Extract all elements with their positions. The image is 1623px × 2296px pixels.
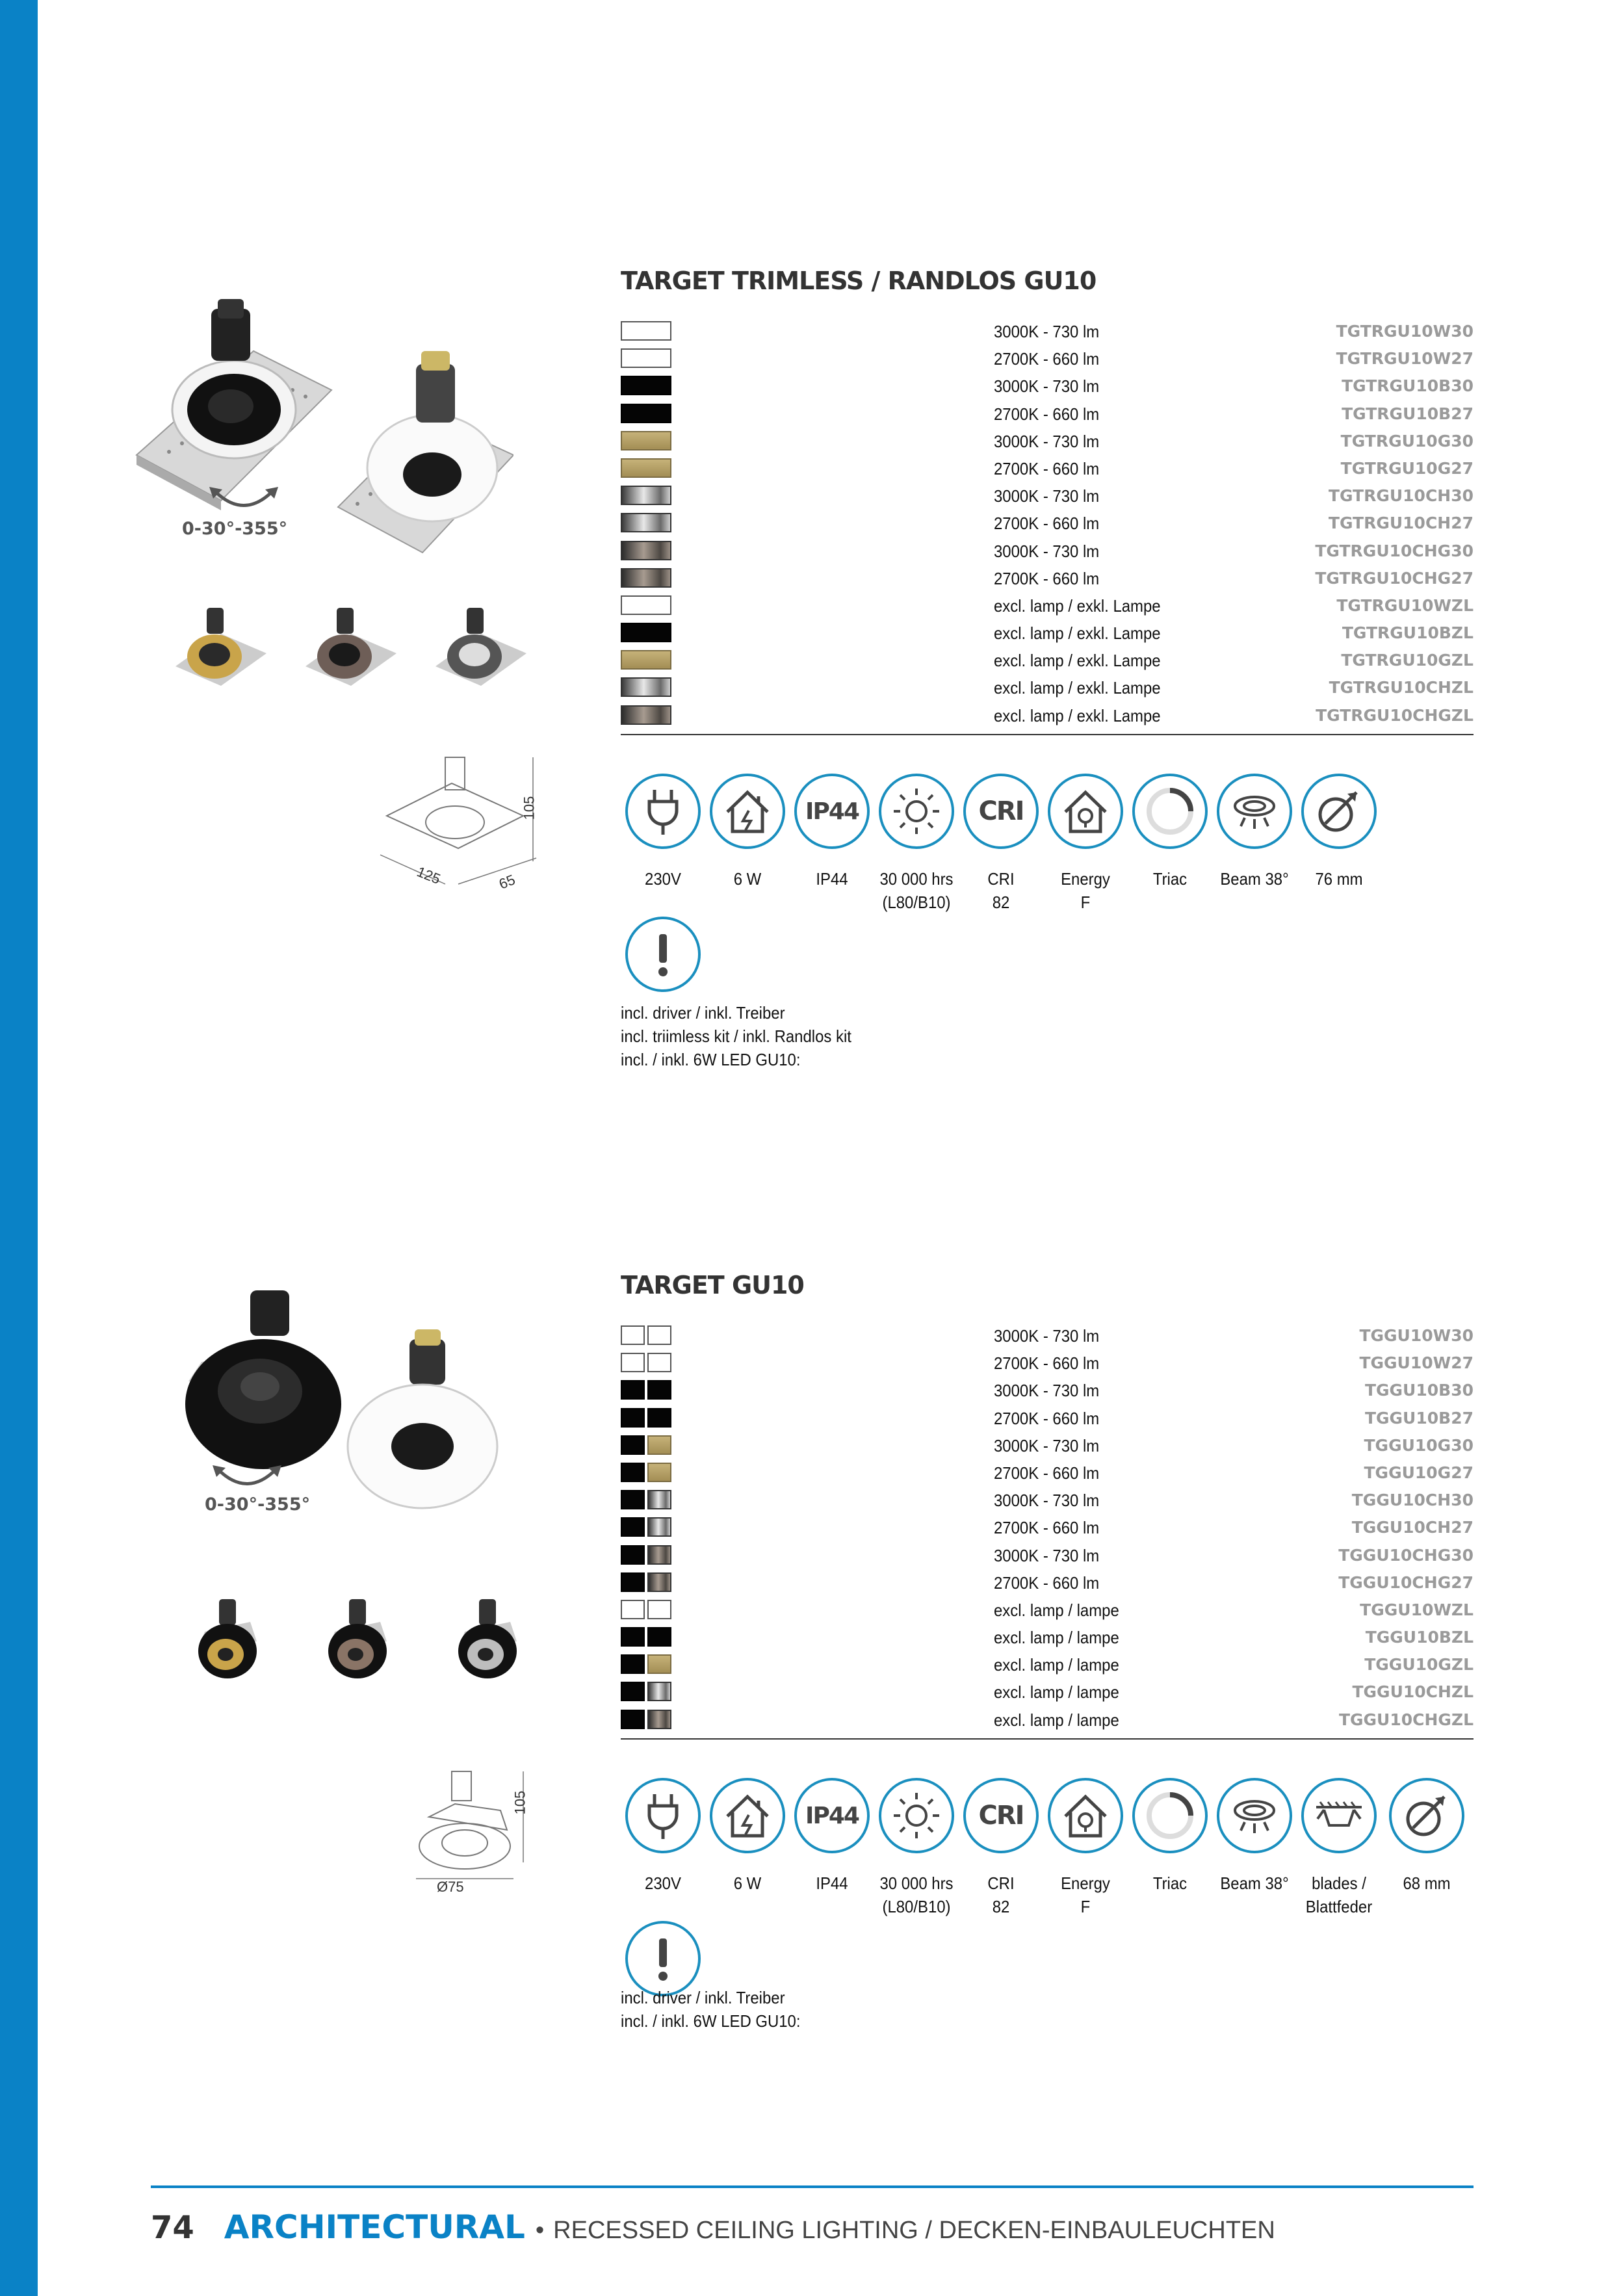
product-title: TARGET TRIMLESS / RANDLOS GU10 — [621, 267, 1097, 295]
variant-code: TGTRGU10B30 — [1342, 376, 1474, 396]
finish-swatch — [621, 1682, 671, 1701]
finish-swatch-w — [647, 1600, 671, 1619]
page-number: 74 — [151, 2210, 194, 2246]
variant-row — [621, 592, 1474, 619]
finish-swatch — [621, 595, 671, 615]
finish-swatch — [621, 1654, 671, 1674]
finish-swatch-w — [621, 348, 671, 368]
spec-dimming-label: Triac — [1152, 1873, 1188, 1893]
variant-description: 3000K - 730 lm — [994, 1326, 1100, 1346]
finish-swatch-w — [621, 321, 671, 341]
variant-row — [621, 1569, 1474, 1596]
finish-swatch-b — [621, 1572, 645, 1592]
spec-mounting-sub: Blattfeder — [1305, 1897, 1373, 1916]
beam-angle-icon — [1217, 774, 1292, 849]
variant-code: TGTRGU10G30 — [1340, 431, 1474, 450]
finish-swatch — [621, 1325, 671, 1345]
variant-row — [621, 1322, 1474, 1349]
variant-row — [621, 1623, 1474, 1650]
finish-swatch-w — [647, 1353, 671, 1372]
finish-swatch-b — [621, 623, 671, 642]
variant-code: TGGU10B30 — [1364, 1381, 1474, 1400]
side-accent-bar — [0, 0, 38, 2296]
dimension-height: 105 — [512, 1790, 528, 1815]
variant-description: 3000K - 730 lm — [994, 322, 1100, 341]
spec-cutout-label: 76 mm — [1315, 869, 1363, 889]
variant-row — [621, 1513, 1474, 1541]
finish-swatch-ch — [647, 1517, 671, 1537]
spec-dimming — [1128, 774, 1212, 891]
product-title: TARGET GU10 — [621, 1271, 804, 1299]
variant-description: excl. lamp / exkl. Lampe — [994, 705, 1161, 725]
variant-code: TGGU10GZL — [1364, 1655, 1474, 1675]
finish-swatch-chg — [647, 1545, 671, 1565]
finish-swatch-w — [621, 1325, 645, 1345]
finish-swatch-b — [621, 376, 671, 395]
finish-swatch-g — [647, 1463, 671, 1482]
finish-swatch — [621, 677, 671, 697]
cri-icon: CRI — [963, 774, 1039, 849]
variant-code: TGTRGU10GZL — [1341, 651, 1474, 670]
variant-code: TGTRGU10G27 — [1340, 458, 1474, 478]
finish-swatch-b — [647, 1380, 671, 1400]
finish-swatch-chg — [621, 541, 671, 560]
spec-power-label: 6 W — [733, 1873, 762, 1893]
finish-swatch-b — [621, 1682, 645, 1701]
finish-swatch — [621, 376, 671, 395]
variant-code: TGGU10G30 — [1364, 1435, 1474, 1455]
product-finish-thumbnails — [169, 595, 533, 692]
finish-swatch — [621, 705, 671, 725]
finish-swatch — [621, 458, 671, 478]
spec-cri-value: 82 — [992, 1897, 1010, 1916]
finish-swatch-ch — [621, 677, 671, 697]
spec-beam — [1212, 774, 1297, 891]
spec-cutout — [1384, 1778, 1469, 1895]
finish-swatch — [621, 1380, 671, 1400]
spec-energy-value: F — [1080, 893, 1091, 912]
exclamation-icon — [625, 1921, 701, 1996]
variant-row — [621, 1486, 1474, 1513]
rotation-label: 0-30°-355° — [182, 519, 288, 539]
spec-lifetime-label: 30 000 hrs — [879, 869, 954, 889]
variant-row — [621, 1431, 1474, 1459]
finish-swatch-b — [647, 1408, 671, 1428]
energy-house-icon — [1048, 774, 1123, 849]
finish-swatch — [621, 1600, 671, 1619]
spec-lifetime — [874, 774, 959, 914]
variant-description: 3000K - 730 lm — [994, 1381, 1100, 1401]
finish-swatch — [621, 348, 671, 368]
rotation-arrow-icon — [208, 484, 279, 523]
variant-row — [621, 1650, 1474, 1678]
footer-category: ARCHITECTURAL — [224, 2208, 525, 2246]
finish-swatch — [621, 513, 671, 532]
variant-row — [621, 1459, 1474, 1486]
finish-swatch — [621, 404, 671, 423]
ip-rating-icon: IP44 — [794, 1778, 870, 1853]
spec-voltage-label: 230V — [645, 1873, 681, 1893]
spec-voltage — [621, 774, 705, 891]
finish-swatch-b — [621, 1627, 645, 1647]
spec-power — [705, 774, 790, 891]
variant-code: TGGU10BZL — [1365, 1628, 1474, 1647]
dimmer-icon — [1132, 774, 1208, 849]
finish-swatch — [621, 1517, 671, 1537]
variant-description: excl. lamp / lampe — [994, 1710, 1119, 1730]
variant-code: TGTRGU10W27 — [1336, 349, 1474, 369]
footer-bullet: • — [535, 2217, 545, 2244]
house-power-icon — [710, 1778, 785, 1853]
finish-swatch — [621, 1463, 671, 1482]
variant-row — [621, 482, 1474, 509]
finish-swatch — [621, 568, 671, 588]
variant-code: TGTRGU10BZL — [1342, 623, 1474, 643]
variant-code: TGTRGU10CHG27 — [1315, 568, 1474, 588]
variant-description: 3000K - 730 lm — [994, 541, 1100, 561]
variant-row — [621, 1376, 1474, 1403]
spec-ip-label: IP44 — [816, 869, 848, 889]
variant-description: excl. lamp / lampe — [994, 1682, 1119, 1702]
spec-power-label: 6 W — [733, 869, 762, 889]
dimension-drawing — [374, 751, 556, 900]
sun-lifetime-icon — [879, 1778, 954, 1853]
product-notes — [621, 1986, 816, 2033]
cri-icon: CRI — [963, 1778, 1039, 1853]
spec-energy — [1043, 1778, 1128, 1918]
finish-swatch-g — [621, 431, 671, 450]
finish-swatch — [621, 623, 671, 642]
finish-swatch-ch — [621, 486, 671, 505]
spec-cri-label: CRI — [987, 1873, 1015, 1893]
house-power-icon — [710, 774, 785, 849]
variant-code: TGTRGU10CH30 — [1328, 486, 1474, 506]
spec-voltage-label: 230V — [645, 869, 681, 889]
variant-description: 2700K - 660 lm — [994, 568, 1100, 588]
variant-description: excl. lamp / lampe — [994, 1655, 1119, 1675]
variant-table — [621, 1322, 1474, 1733]
finish-swatch-chg — [621, 705, 671, 725]
variant-code: TGGU10B27 — [1364, 1408, 1474, 1428]
finish-swatch — [621, 650, 671, 670]
spec-cri — [959, 774, 1043, 914]
variant-description: 2700K - 660 lm — [994, 1408, 1100, 1428]
variant-description: 3000K - 730 lm — [994, 431, 1100, 451]
spec-cri — [959, 1778, 1043, 1918]
table-divider — [621, 1738, 1474, 1740]
variant-row — [621, 400, 1474, 427]
finish-swatch-b — [621, 1435, 645, 1455]
variant-row — [621, 1706, 1474, 1733]
finish-swatch — [621, 431, 671, 450]
variant-code: TGGU10WZL — [1360, 1600, 1474, 1619]
variant-row — [621, 427, 1474, 454]
note-line: incl. triimless kit / inkl. Randlos kit — [621, 1026, 851, 1046]
spec-cutout-label: 68 mm — [1403, 1873, 1451, 1893]
variant-code: TGTRGU10CHG30 — [1315, 541, 1474, 560]
spec-power — [705, 1778, 790, 1895]
variant-description: 2700K - 660 lm — [994, 1463, 1100, 1483]
spec-dimming-label: Triac — [1152, 869, 1188, 889]
variant-description: 3000K - 730 lm — [994, 486, 1100, 506]
spec-beam — [1212, 1778, 1297, 1895]
finish-swatch-b — [621, 1490, 645, 1509]
spec-cri-value: 82 — [992, 893, 1010, 912]
variant-row — [621, 1596, 1474, 1623]
variant-description: excl. lamp / exkl. Lampe — [994, 595, 1161, 616]
finish-swatch — [621, 541, 671, 560]
finish-swatch-w — [621, 1353, 645, 1372]
variant-description: 2700K - 660 lm — [994, 349, 1100, 369]
finish-swatch — [621, 1435, 671, 1455]
dimension-length: 125 — [414, 863, 443, 888]
finish-swatch — [621, 486, 671, 505]
variant-description: excl. lamp / exkl. Lampe — [994, 651, 1161, 671]
finish-swatch-g — [647, 1654, 671, 1674]
spec-voltage — [621, 1778, 705, 1895]
finish-swatch — [621, 1545, 671, 1565]
note-line: incl. driver / inkl. Treiber — [621, 1003, 785, 1023]
variant-row — [621, 1404, 1474, 1431]
variant-code: TGGU10CH30 — [1351, 1491, 1474, 1510]
finish-swatch-g — [621, 650, 671, 670]
variant-code: TGGU10CHZL — [1352, 1682, 1474, 1702]
variant-description: 2700K - 660 lm — [994, 514, 1100, 534]
spec-energy-label: Energy — [1061, 1873, 1110, 1893]
finish-swatch-b — [621, 404, 671, 423]
variant-code: TGGU10CHGZL — [1338, 1710, 1474, 1729]
finish-swatch-b — [621, 1545, 645, 1565]
table-divider — [621, 734, 1474, 735]
note-warning — [621, 917, 705, 992]
note-line: incl. / inkl. 6W LED GU10: — [621, 2011, 801, 2031]
spec-mounting — [1297, 1778, 1381, 1918]
finish-swatch-b — [621, 1408, 645, 1428]
finish-swatch — [621, 1710, 671, 1729]
variant-description: excl. lamp / lampe — [994, 1600, 1119, 1620]
dimension-drawing — [403, 1765, 533, 1895]
variant-code: TGGU10CH27 — [1351, 1518, 1474, 1537]
finish-swatch-g — [621, 458, 671, 478]
finish-swatch — [621, 321, 671, 341]
variant-code: TGTRGU10CHZL — [1329, 678, 1474, 698]
finish-swatch-b — [647, 1627, 671, 1647]
variant-row — [621, 1349, 1474, 1376]
dimension-height: 105 — [521, 796, 538, 820]
variant-code: TGGU10CHG27 — [1338, 1572, 1474, 1592]
variant-table — [621, 317, 1474, 729]
finish-swatch-ch — [647, 1490, 671, 1509]
variant-code: TGGU10G27 — [1364, 1463, 1474, 1482]
finish-swatch-b — [621, 1463, 645, 1482]
variant-row — [621, 564, 1474, 592]
variant-code: TGTRGU10B27 — [1342, 404, 1474, 423]
finish-swatch — [621, 1408, 671, 1428]
variant-row — [621, 372, 1474, 399]
finish-swatch-b — [621, 1654, 645, 1674]
variant-row — [621, 537, 1474, 564]
variant-row — [621, 619, 1474, 646]
rotation-label: 0-30°-355° — [205, 1494, 311, 1515]
variant-description: 2700K - 660 lm — [994, 1518, 1100, 1538]
finish-swatch-chg — [647, 1572, 671, 1592]
note-line: incl. / inkl. 6W LED GU10: — [621, 1050, 801, 1069]
spec-ip — [790, 774, 874, 891]
finish-swatch-w — [621, 1600, 645, 1619]
finish-swatch-b — [621, 1710, 645, 1729]
plug-icon — [625, 774, 701, 849]
footer-subtitle: RECESSED CEILING LIGHTING / DECKEN-EINBAULEUCHTEN — [553, 2217, 1275, 2244]
note-line: incl. driver / inkl. Treiber — [621, 1988, 785, 2007]
variant-row — [621, 454, 1474, 482]
variant-description: 2700K - 660 lm — [994, 458, 1100, 478]
variant-description: 3000K - 730 lm — [994, 1435, 1100, 1455]
cutout-icon — [1389, 1778, 1464, 1853]
cutout-icon — [1301, 774, 1377, 849]
variant-description: excl. lamp / lampe — [994, 1628, 1119, 1648]
variant-code: TGGU10W27 — [1359, 1353, 1474, 1373]
spec-lifetime-label: 30 000 hrs — [879, 1873, 954, 1893]
plug-icon — [625, 1778, 701, 1853]
variant-row — [621, 1541, 1474, 1569]
spec-cutout — [1297, 774, 1381, 891]
ip-rating-icon: IP44 — [794, 774, 870, 849]
spec-mounting-label: blades / — [1312, 1873, 1366, 1893]
variant-description: excl. lamp / exkl. Lampe — [994, 623, 1161, 644]
footer-rule — [151, 2185, 1474, 2188]
spec-lifetime — [874, 1778, 959, 1918]
finish-swatch-b — [621, 1380, 645, 1400]
dimension-width: 65 — [497, 871, 518, 893]
spec-lifetime-sub: (L80/B10) — [882, 1897, 951, 1916]
variant-code: TGTRGU10W30 — [1336, 322, 1474, 341]
finish-swatch — [621, 1572, 671, 1592]
exclamation-icon — [625, 917, 701, 992]
finish-swatch — [621, 1490, 671, 1509]
variant-row — [621, 646, 1474, 673]
variant-code: TGTRGU10WZL — [1336, 595, 1474, 615]
beam-angle-icon — [1217, 1778, 1292, 1853]
finish-swatch-chg — [647, 1710, 671, 1729]
dimension-diameter: Ø75 — [437, 1879, 464, 1895]
finish-swatch-ch — [647, 1682, 671, 1701]
sun-lifetime-icon — [879, 774, 954, 849]
spec-cri-label: CRI — [987, 869, 1015, 889]
spec-energy — [1043, 774, 1128, 914]
variant-description: 3000K - 730 lm — [994, 376, 1100, 397]
variant-row — [621, 345, 1474, 372]
spec-lifetime-sub: (L80/B10) — [882, 893, 951, 912]
variant-code: TGGU10CHG30 — [1338, 1545, 1474, 1565]
variant-code: TGTRGU10CH27 — [1328, 514, 1474, 533]
variant-code: TGTRGU10CHGZL — [1316, 705, 1474, 725]
variant-row — [621, 1678, 1474, 1705]
finish-swatch-b — [621, 1517, 645, 1537]
spec-ip-label: IP44 — [816, 1873, 848, 1893]
note-warning — [621, 1921, 705, 1996]
finish-swatch-chg — [621, 568, 671, 588]
variant-description: 3000K - 730 lm — [994, 1491, 1100, 1511]
spec-energy-label: Energy — [1061, 869, 1110, 889]
variant-description: 2700K - 660 lm — [994, 404, 1100, 424]
spring-blades-icon — [1301, 1778, 1377, 1853]
variant-row — [621, 317, 1474, 345]
product-photo-main — [123, 280, 513, 559]
product-finish-thumbnails — [185, 1593, 549, 1684]
variant-description: excl. lamp / exkl. Lampe — [994, 678, 1161, 698]
finish-swatch — [621, 1627, 671, 1647]
spec-ip — [790, 1778, 874, 1895]
finish-swatch-g — [647, 1435, 671, 1455]
product-notes — [621, 1001, 872, 1071]
spec-beam-label: Beam 38° — [1220, 1873, 1289, 1893]
variant-description: 2700K - 660 lm — [994, 1353, 1100, 1374]
page-footer — [151, 2208, 1275, 2246]
variant-row — [621, 701, 1474, 729]
finish-swatch-ch — [621, 513, 671, 532]
dimmer-icon — [1132, 1778, 1208, 1853]
finish-swatch-w — [647, 1325, 671, 1345]
spec-energy-value: F — [1080, 1897, 1091, 1916]
spec-beam-label: Beam 38° — [1220, 869, 1289, 889]
finish-swatch — [621, 1353, 671, 1372]
variant-code: TGGU10W30 — [1359, 1326, 1474, 1345]
variant-description: 2700K - 660 lm — [994, 1572, 1100, 1593]
variant-description: 3000K - 730 lm — [994, 1545, 1100, 1565]
spec-dimming — [1128, 1778, 1212, 1895]
finish-swatch-w — [621, 595, 671, 615]
variant-row — [621, 673, 1474, 701]
variant-row — [621, 509, 1474, 536]
energy-house-icon — [1048, 1778, 1123, 1853]
